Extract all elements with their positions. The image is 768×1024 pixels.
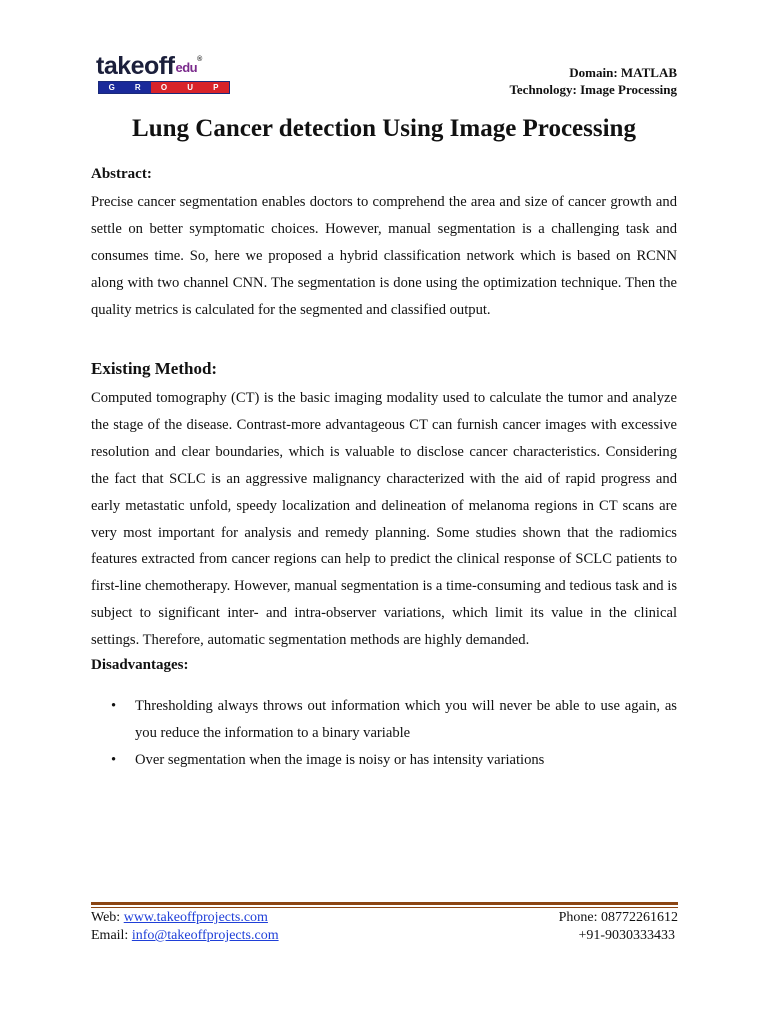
disadvantages-heading: Disadvantages: <box>91 657 189 673</box>
disadvantages-list <box>91 693 677 774</box>
domain-label: Domain: MATLAB <box>569 65 677 80</box>
existing-method-heading: Existing Method: <box>91 359 218 378</box>
web-link[interactable]: www.takeoffprojects.com <box>123 910 268 925</box>
list-item: • Over segmentation when the image is noisy or has intensity variations <box>91 747 677 774</box>
bullet-icon: • <box>111 752 117 768</box>
footer-phone-alt: +91-9030333433 <box>578 928 675 943</box>
page-title: Lung Cancer detection Using Image Processing <box>132 115 636 142</box>
logo-wordmark: takeoffedu® <box>96 52 202 80</box>
bullet-icon: • <box>111 698 117 714</box>
abstract-heading: Abstract: <box>91 166 152 182</box>
footer-divider <box>91 902 678 905</box>
footer-web: Web: www.takeoffprojects.com <box>91 910 268 925</box>
technology-label: Technology: Image Processing <box>509 82 677 97</box>
footer-phone: Phone: 08772261612 <box>558 910 678 925</box>
abstract-body: Precise cancer segmentation enables doctors to comprehend the area and size of cancer growth and settle on better symptomatic choices. However, manual segmentation is a challenging task and consumes time. So, here we proposed a hybrid classification network which is based on RCNN along with two channel CNN. The segmentation is done using the optimization technique. Then the quality metrics is calculated for the segmented and classified output. <box>91 194 677 318</box>
footer-email: Email: info@takeoffprojects.com <box>91 928 279 943</box>
email-link[interactable]: info@takeoffprojects.com <box>131 928 279 943</box>
company-logo <box>96 52 236 96</box>
existing-method-body: Computed tomography (CT) is the basic imaging modality used to calculate the tumor and analyze the stage of the disease. Contrast-more advantageous CT can furnish cancer images with excessive resolution and clear boundaries, which is valuable to disclose cancer characteristics. Considering the fact that SCLC is an aggressive malignancy characterized with the aid of rapid progress and early metastatic unfold, speedy localization and delineation of melanoma regions in CT scans are very most important for analysis and remedy planning. Some studies shown that the radiomics features extracted from cancer regions can help to predict the clinical response of SCLC patients to first-line chemotherapy. However, manual segmentation is a time-consuming and tedious task and is subject to significant inter- and intra-observer variations, which limit its value in the clinical settings. Therefore, automatic segmentation methods are highly demanded. <box>91 390 677 649</box>
list-item: • Thresholding always throws out information which you will never be able to use again, as you reduce the information to a binary variable <box>91 693 677 747</box>
document-meta <box>509 64 677 98</box>
logo-group-bar: G R O U P <box>98 81 230 94</box>
footer <box>91 909 678 945</box>
footer-divider-thin <box>91 907 678 908</box>
